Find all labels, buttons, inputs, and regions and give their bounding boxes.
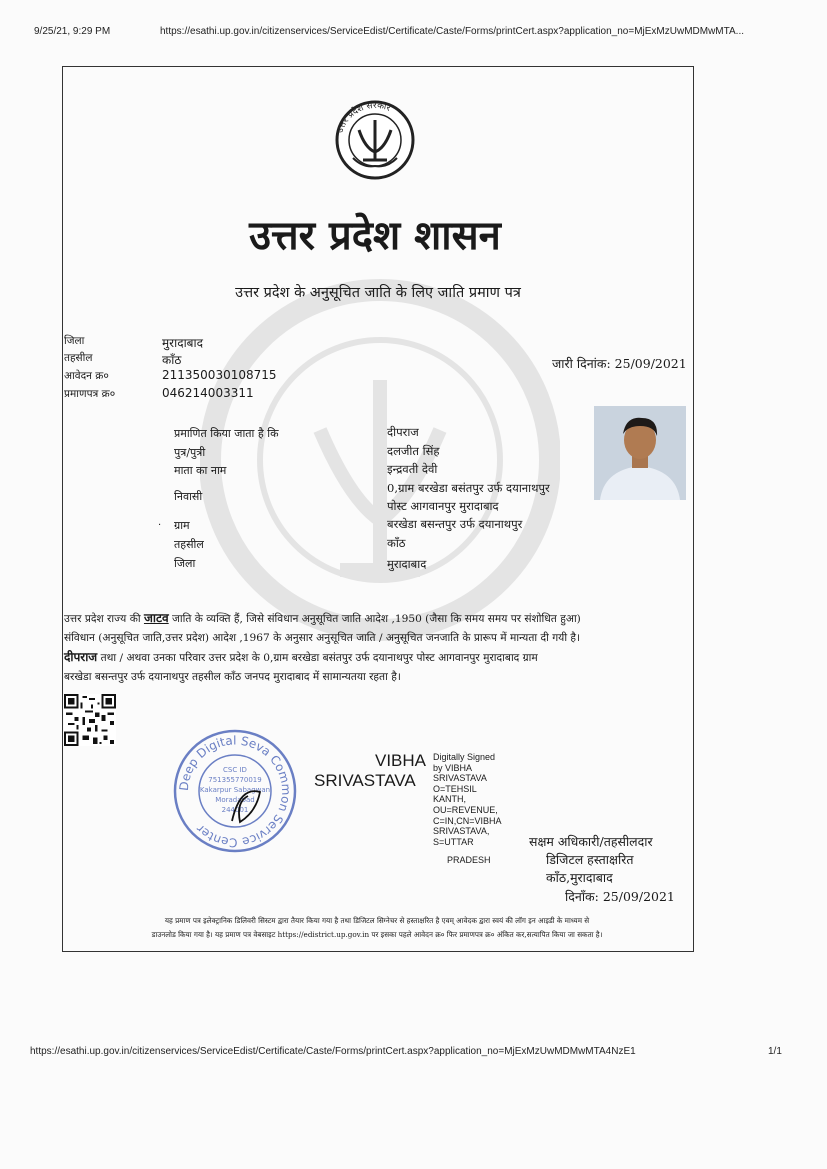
village-label: ग्राम xyxy=(174,519,190,532)
certificate-footer-note xyxy=(64,914,690,942)
seal-line3: Kakarpur Sabagwan xyxy=(199,786,271,794)
certificate-no-value: 046214003311 xyxy=(162,386,254,400)
resident-address-line1: 0,ग्राम बरखेडा बसंतपुर उर्फ दयानाथपुर xyxy=(387,481,550,495)
print-url-top: https://esathi.up.gov.in/citizenservices/ServiceEdist/Certificate/Caste/Forms/printCert.aspx?application_no=MjExMzUwMDMwMTA... xyxy=(160,26,744,37)
seal-line1: CSC ID xyxy=(223,766,247,774)
watermark-emblem-icon xyxy=(200,270,560,650)
resident-label: निवासी xyxy=(174,490,203,503)
mother-name: इन्द्रवती देवी xyxy=(387,462,438,476)
para-line2: संविधान (अनुसूचित जाति,उत्तर प्रदेश) आदेश ,1967 के अनुसार अनुसूचित जाति / अनुसूचित जनजाति के प्रारूप में मान्यता दी गयी है। xyxy=(64,632,581,644)
digital-signature-details xyxy=(433,752,502,847)
para-applicant-name: दीपराज xyxy=(64,650,98,664)
ds-line: SRIVASTAVA, xyxy=(433,826,490,837)
emblem-text: उत्तर प्रदेश सरकार xyxy=(335,100,392,135)
footer-line2: डाउनलोड किया गया है। यह प्रमाण पत्र वेबसाइट https://edistrict.up.gov.in पर इसका पहले आवेदन क्र० फिर प्रमाणपत्र क्र० अंकित कर,सत्यापित किया जा सकता है। xyxy=(151,930,603,939)
applicant-name: दीपराज xyxy=(387,425,419,439)
seal-outer-text: Deep Digital Seva Common Service Center xyxy=(176,733,294,850)
officer-location: काँठ,मुरादाबाद xyxy=(546,870,613,885)
tehsil-value: काँठ xyxy=(162,353,182,367)
ds-line: C=IN,CN=VIBHA xyxy=(433,815,502,826)
tehsil-label: तहसील xyxy=(64,352,93,364)
village-value: बरखेडा बसन्तपुर उर्फ दयानाथपुर xyxy=(387,517,523,531)
detail-district-label: जिला xyxy=(174,557,196,570)
dot-mark: · xyxy=(158,520,162,531)
application-no-label: आवेदन क्र० xyxy=(64,370,109,382)
mother-label: माता का नाम xyxy=(174,464,227,477)
csc-seal-stamp-icon xyxy=(170,726,300,856)
para-line1-a: उत्तर प्रदेश राज्य की xyxy=(64,613,144,625)
para-line3: तथा / अथवा उनका परिवार उत्तर प्रदेश के 0,ग्राम बरखेडा बसंतपुर उर्फ दयानाथपुर पोस्ट आगवानपुर मुरादाबाद ग्राम xyxy=(97,652,538,664)
ds-line: OU=REVENUE, xyxy=(433,804,498,815)
parent-label: पुत्र/पुत्री xyxy=(174,446,206,459)
officer-date: दिनाँक: 25/09/2021 xyxy=(565,889,675,904)
certificate-subtitle: उत्तर प्रदेश के अनुसूचित जाति के लिए जाति प्रमाण पत्र xyxy=(235,285,521,301)
para-line4: बरखेडा बसन्तपुर उर्फ दयानाथपुर तहसील काँठ जनपद मुरादाबाद में सामान्यतया रहता है। xyxy=(64,671,401,683)
detail-tehsil-value: काँठ xyxy=(387,536,406,550)
district-value: मुरादाबाद xyxy=(162,336,204,350)
seal-line4: Moradabad xyxy=(215,796,255,804)
footer-line1: यह प्रमाण पत्र इलेक्ट्रानिक डिलिवरी सिस्टम द्वारा तैयार किया गया है तथा डिजिटल सिग्नेचर से हस्ताक्षरित है एवम् आवेदक द्वारा स्वयं की लॉग इन आइडी के माध्यम से xyxy=(164,916,590,925)
print-page-count: 1/1 xyxy=(768,1046,782,1057)
parent-name: दलजीत सिंह xyxy=(387,444,440,458)
certificate-no-label: प्रमाणपत्र क्र० xyxy=(64,388,116,400)
ds-line: S=UTTAR xyxy=(433,836,474,847)
officer-digital-signed: डिजिटल हस्ताक्षरित xyxy=(546,852,634,867)
certification-paragraph xyxy=(64,609,690,687)
resident-address-line2: पोस्ट आगवानपुर मुरादाबाद xyxy=(387,499,499,513)
detail-district-value: मुरादाबाद xyxy=(387,557,427,571)
ds-line: KANTH, xyxy=(433,794,467,805)
district-label: जिला xyxy=(64,335,85,347)
ds-line: SRIVASTAVA xyxy=(433,773,487,784)
signer-name-line2: SRIVASTAVA xyxy=(314,771,416,790)
ds-line: Digitally Signed xyxy=(433,752,496,762)
ds-line: by VIBHA xyxy=(433,762,473,773)
officer-designation: सक्षम अधिकारी/तहसीलदार xyxy=(529,834,653,849)
issue-date: जारी दिनांक: 25/09/2021 xyxy=(552,356,687,371)
print-url-bottom: https://esathi.up.gov.in/citizenservices/ServiceEdist/Certificate/Caste/Forms/printCert.aspx?application_no=MjExMzUwMDMwMTA4NzE1 xyxy=(30,1046,636,1057)
print-datetime: 9/25/21, 9:29 PM xyxy=(34,26,111,37)
applicant-photo xyxy=(594,406,686,500)
application-no-value: 211350030108715 xyxy=(162,368,277,382)
caste-name: जाटव xyxy=(143,611,169,625)
detail-tehsil-label: तहसील xyxy=(174,538,204,551)
ds-last-line: PRADESH xyxy=(447,855,491,865)
certificate-title: उत्तर प्रदेश शासन xyxy=(249,212,501,259)
seal-line2: 751355770019 xyxy=(208,776,262,784)
ds-line: O=TEHSIL xyxy=(433,783,477,794)
up-government-emblem-icon xyxy=(327,96,423,180)
person-photo-icon xyxy=(594,406,686,500)
qr-code-icon xyxy=(64,694,116,746)
para-line1-b: जाति के व्यक्ति हैं, जिसे संविधान अनुसूचित जाति आदेश ,1950 (जैसा कि समय समय पर संशोधित हुआ) xyxy=(168,613,581,625)
certified-label: प्रमाणित किया जाता है कि xyxy=(174,427,279,440)
seal-line5: 244001 xyxy=(221,806,249,814)
signer-name-line1: VIBHA xyxy=(375,751,427,770)
